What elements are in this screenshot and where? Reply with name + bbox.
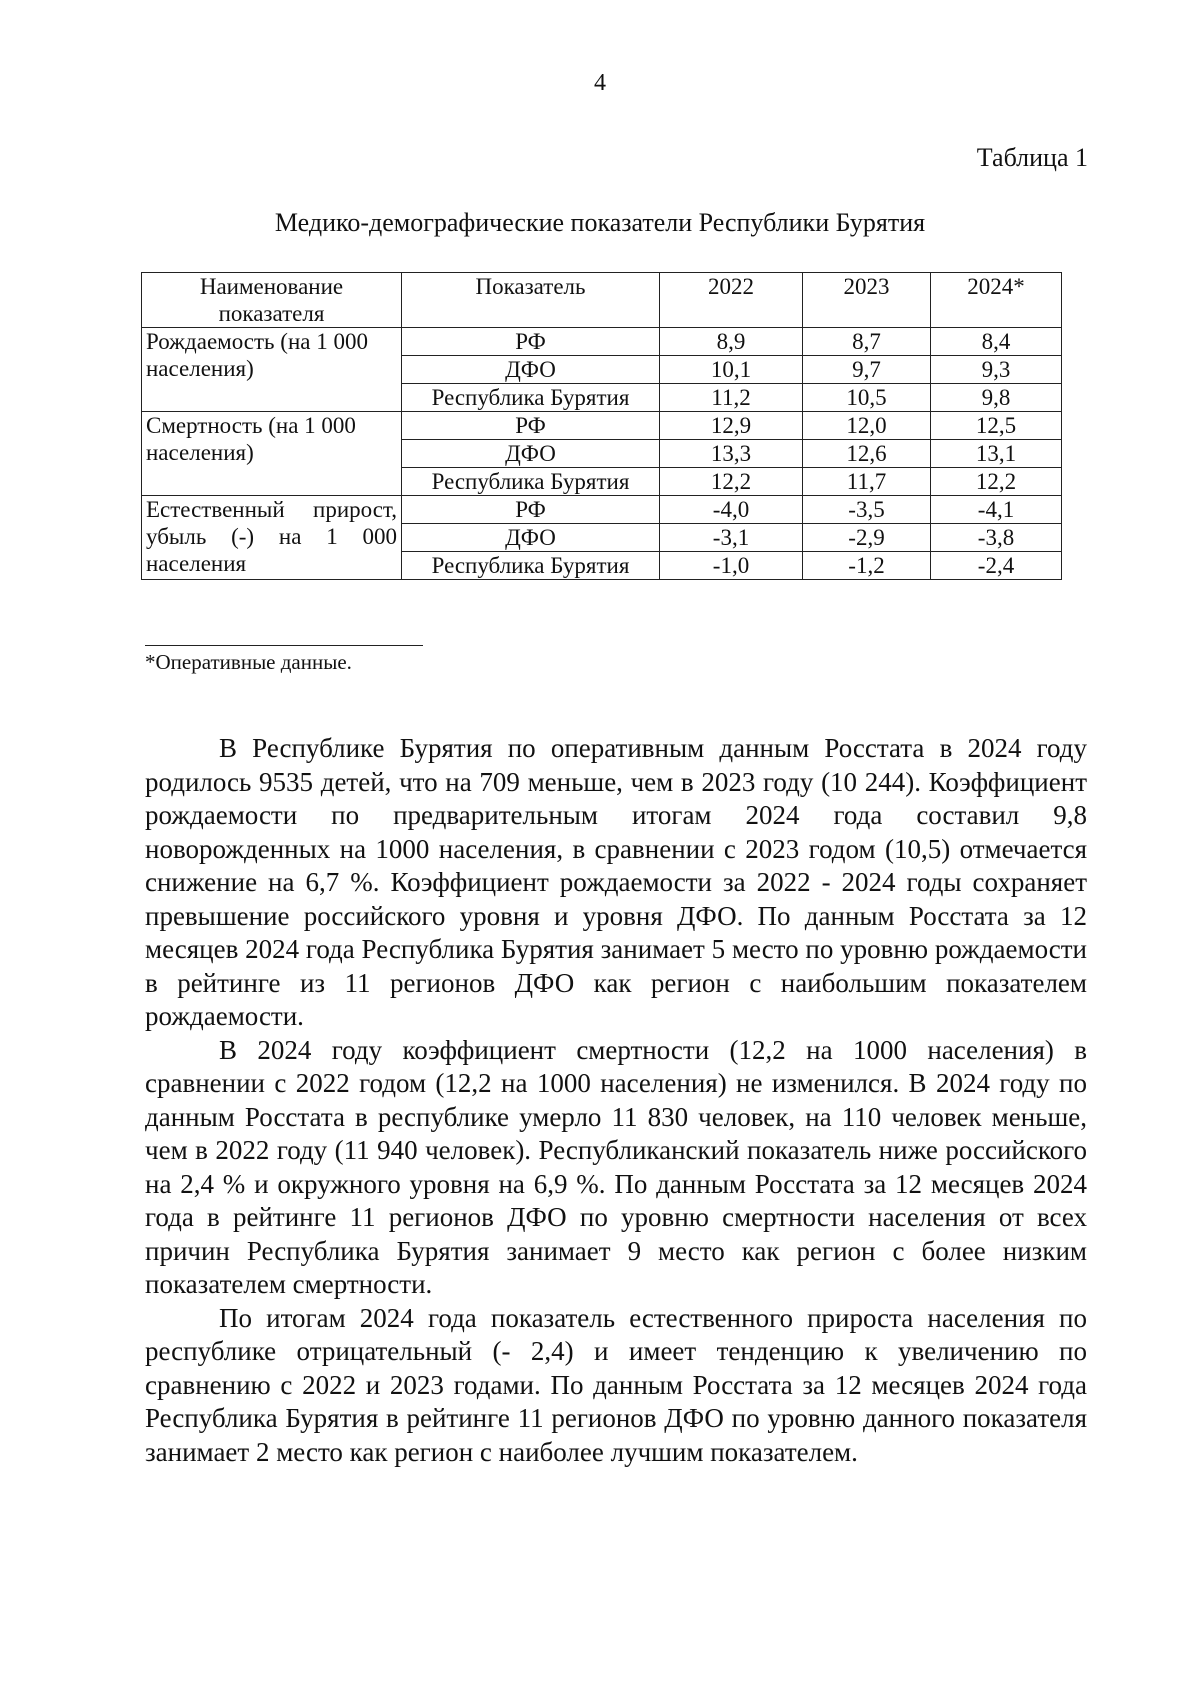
- body-text: [145, 732, 1087, 1469]
- footnote: *Оперативные данные.: [145, 650, 352, 674]
- row-label: Республика Бурятия: [402, 552, 660, 580]
- header-indicator: Показатель: [402, 273, 660, 328]
- cell-2023: 11,7: [803, 468, 931, 496]
- table-row: [142, 412, 1062, 440]
- cell-2024: 13,1: [931, 440, 1062, 468]
- table-header-row: [142, 273, 1062, 328]
- group-name-natural-growth: Естественный прирост, убыль (-) на 1 000 населения: [142, 496, 402, 580]
- cell-2024: 12,5: [931, 412, 1062, 440]
- indicators-table: [141, 272, 1062, 580]
- cell-2024: 8,4: [931, 328, 1062, 356]
- group-name-birth-rate: Рождаемость (на 1 000 населения): [142, 328, 402, 412]
- cell-2023: 8,7: [803, 328, 931, 356]
- cell-2024: -2,4: [931, 552, 1062, 580]
- paragraph-natural-growth: По итогам 2024 года показатель естественного прироста населения по республике отрицательный (- 2,4) и имеет тенденцию к увеличению по сравнению с 2022 и 2023 годами. По данным Росстата за 12 месяцев 2024 года Республика Бурятия в рейтинге 11 регионов ДФО по уровню данного показателя занимает 2 место как регион с наиболее лучшим показателем.: [145, 1302, 1087, 1467]
- row-label: РФ: [402, 328, 660, 356]
- row-label: ДФО: [402, 356, 660, 384]
- page-number: 4: [594, 70, 606, 96]
- header-indicator-name: Наименование показателя: [142, 273, 402, 328]
- group-name-mortality: Смертность (на 1 000 населения): [142, 412, 402, 496]
- cell-2022: 12,2: [660, 468, 803, 496]
- cell-2023: 9,7: [803, 356, 931, 384]
- row-label: РФ: [402, 412, 660, 440]
- footnote-divider: [145, 645, 423, 646]
- table-row: [142, 496, 1062, 524]
- table-row: [142, 328, 1062, 356]
- cell-2022: 8,9: [660, 328, 803, 356]
- cell-2024: 12,2: [931, 468, 1062, 496]
- cell-2023: -3,5: [803, 496, 931, 524]
- cell-2022: 11,2: [660, 384, 803, 412]
- cell-2024: -4,1: [931, 496, 1062, 524]
- cell-2022: 13,3: [660, 440, 803, 468]
- cell-2024: 9,8: [931, 384, 1062, 412]
- row-label: Республика Бурятия: [402, 384, 660, 412]
- cell-2022: -1,0: [660, 552, 803, 580]
- table-title: Медико-демографические показатели Республики Бурятия: [274, 208, 926, 237]
- cell-2023: -1,2: [803, 552, 931, 580]
- cell-2023: 12,0: [803, 412, 931, 440]
- row-label: РФ: [402, 496, 660, 524]
- cell-2023: 10,5: [803, 384, 931, 412]
- header-2024: 2024*: [931, 273, 1062, 328]
- cell-2024: 9,3: [931, 356, 1062, 384]
- cell-2022: -4,0: [660, 496, 803, 524]
- paragraph-mortality: В 2024 году коэффициент смертности (12,2 на 1000 населения) в сравнении с 2022 годом (12,2 на 1000 населения) не изменился. В 2024 году по данным Росстата в республике умерло 11 830 человек, на 110 человек меньше, чем в 2022 году (11 940 человек). Республиканский показатель ниже российского на 2,4 % и окружного уровня на 6,9 %. По данным Росстата за 12 месяцев 2024 года в рейтинге 11 регионов ДФО по уровню смертности населения от всех причин Республика Бурятия занимает 9 место как регион с более низким показателем смертности.: [145, 1034, 1087, 1299]
- row-label: ДФО: [402, 524, 660, 552]
- table-label: Таблица 1: [976, 143, 1088, 172]
- cell-2023: -2,9: [803, 524, 931, 552]
- cell-2022: 10,1: [660, 356, 803, 384]
- cell-2024: -3,8: [931, 524, 1062, 552]
- paragraph-birth-rate: В Республике Бурятия по оперативным данным Росстата в 2024 году родилось 9535 детей, что на 709 меньше, чем в 2023 году (10 244). Коэффициент рождаемости по предварительным итогам 2024 года составил 9,8 новорожденных на 1000 населения, в сравнении с 2023 годом (10,5) отмечается снижение на 6,7 %. Коэффициент рождаемости за 2022 - 2024 годы сохраняет превышение российского уровня и уровня ДФО. По данным Росстата за 12 месяцев 2024 года Республика Бурятия занимает 5 место по уровню рождаемости в рейтинге из 11 регионов ДФО как регион с наибольшим показателем рождаемости.: [145, 733, 1087, 1031]
- row-label: ДФО: [402, 440, 660, 468]
- header-2023: 2023: [803, 273, 931, 328]
- cell-2022: -3,1: [660, 524, 803, 552]
- cell-2022: 12,9: [660, 412, 803, 440]
- row-label: Республика Бурятия: [402, 468, 660, 496]
- cell-2023: 12,6: [803, 440, 931, 468]
- header-2022: 2022: [660, 273, 803, 328]
